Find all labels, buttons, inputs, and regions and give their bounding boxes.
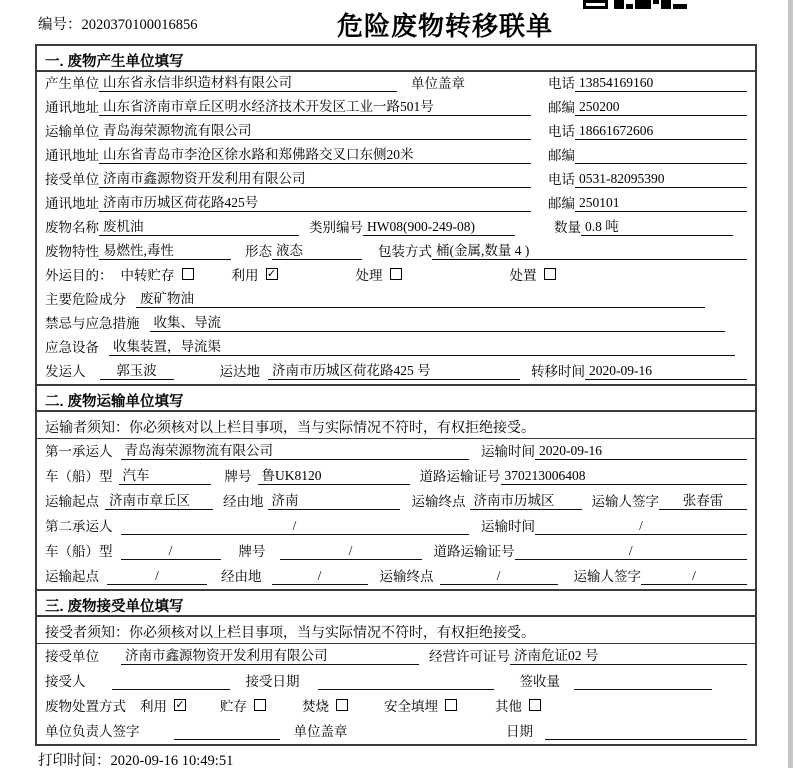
- via1-label: 经由地: [223, 494, 264, 509]
- accept-unit-label: 接受单位: [45, 649, 99, 664]
- producer-phone-label: 电话: [548, 76, 575, 91]
- row-waste-name: [37, 216, 755, 240]
- transport-zip-value: [575, 163, 747, 164]
- receiver-unit-label: 接受单位: [45, 172, 99, 187]
- carrier2-label: 第二承运人: [45, 519, 113, 534]
- disposal-option-use: [140, 695, 186, 715]
- origin1-label: 运输起点: [45, 494, 99, 509]
- unit-seal-label: 单位盖章: [411, 76, 465, 91]
- transport-time1-label: 运输时间: [481, 444, 535, 459]
- page-title: 危险废物转移联单: [336, 12, 554, 41]
- waste-name-label: 废物名称: [45, 220, 99, 235]
- emergency-measures-label: 禁忌与应急措施: [45, 316, 140, 331]
- row-carrier2: [37, 514, 755, 539]
- section-transporter: [37, 384, 755, 589]
- receiver-phone-label: 电话: [548, 172, 575, 187]
- qr-module: [614, 0, 624, 9]
- qr-module: [673, 4, 687, 9]
- hazard-component-label: 主要危险成分: [45, 292, 126, 307]
- checkbox-checked-icon: ✓: [266, 267, 277, 280]
- responsible-sign-value: [174, 739, 280, 740]
- receiver-address-label: 通讯地址: [45, 196, 99, 211]
- print-time: [38, 749, 233, 768]
- receiver-address-value: 济南市历城区荷花路425号: [99, 191, 531, 212]
- row-disposal-method: [37, 694, 755, 719]
- emergency-equipment-label: 应急设备: [45, 340, 99, 355]
- via2-label: 经由地: [221, 569, 262, 584]
- plate2-label: 牌号: [238, 544, 266, 559]
- purpose-option-dispose: [510, 264, 556, 284]
- responsible-sign-label: 单位负责人签字: [45, 724, 140, 739]
- section-producer-header: 一. 废物产生单位填写: [37, 46, 755, 72]
- road-permit2-value: /: [515, 543, 748, 560]
- receiver-notice: 接受者须知：你必须核对以上栏目事项，当与实际情况不符时，有权拒绝接受。: [37, 617, 755, 644]
- waste-name-value: 废机油: [99, 215, 299, 236]
- transport-unit-value: 青岛海荣源物流有限公司: [99, 119, 531, 140]
- row-emergency-measures: [37, 312, 755, 336]
- carrier1-value: 青岛海荣源物流有限公司: [121, 439, 469, 460]
- section-transporter-header: 二. 废物运输单位填写: [37, 386, 755, 412]
- row-transfer-purpose: [37, 264, 755, 288]
- row-receiver-address: [37, 192, 755, 216]
- page-edge-line: [788, 0, 793, 768]
- vehicle2-type-value: /: [121, 543, 221, 560]
- transfer-date-value: 2020-09-16: [585, 363, 747, 380]
- waste-qty-label: 数量: [554, 220, 581, 235]
- date-label: 日期: [506, 724, 533, 739]
- row-route2: [37, 564, 755, 589]
- transport-address-value: 山东省青岛市李沧区徐水路和郑佛路交叉口东侧20米: [99, 143, 531, 164]
- row-vehicle2: [37, 539, 755, 564]
- section-producer: [37, 46, 755, 384]
- accept-person-label: 接受人: [45, 674, 86, 689]
- transport-time2-label: 运输时间: [481, 519, 535, 534]
- plate1-label: 牌号: [224, 469, 252, 484]
- purpose-option-storage-label: 中转贮存: [120, 268, 175, 283]
- consignor-value: 郭玉波: [100, 359, 174, 380]
- via2-value: /: [272, 568, 368, 585]
- receiver-phone-value: 0531-82095390: [575, 171, 747, 188]
- consignor-label: 发运人: [45, 364, 86, 379]
- dest2-value: /: [440, 568, 558, 585]
- transport-time1-value: 2020-09-16: [535, 443, 747, 460]
- plate1-value: 鲁UK8120: [258, 464, 410, 485]
- disposal-option-incinerate: [302, 695, 348, 715]
- manifest-table: [35, 44, 757, 746]
- transport-address-label: 通讯地址: [45, 148, 99, 163]
- packing-value: 桶(金属,数量 4 ): [432, 239, 747, 260]
- license-label: 经营许可证号: [429, 649, 510, 664]
- receiver-zip-value: 250101: [575, 195, 747, 212]
- qr-code-icon: [583, 0, 687, 9]
- qr-module: [626, 4, 633, 9]
- disposal-option-other: [495, 695, 541, 715]
- dest2-label: 运输终点: [379, 569, 434, 584]
- origin2-value: /: [107, 568, 207, 585]
- road-permit1-label: 道路运输证号: [419, 469, 501, 484]
- purpose-option-treat: [356, 264, 402, 284]
- transport-zip-label: 邮编: [548, 148, 575, 163]
- hazard-component-value: 废矿物油: [136, 287, 705, 308]
- dest1-value: 济南市历城区: [470, 489, 582, 510]
- checkbox-checked-icon: ✓: [175, 698, 185, 711]
- qr-module: [661, 0, 671, 9]
- road-permit1-value: 370213006408: [501, 468, 748, 485]
- packing-label: 包装方式: [378, 244, 432, 259]
- row-waste-character: [37, 240, 755, 264]
- producer-address-label: 通讯地址: [45, 100, 99, 115]
- row-emergency-equipment: [37, 336, 755, 360]
- emergency-equipment-value: 收集装置，导流渠: [109, 335, 735, 356]
- transport-unit-label: 运输单位: [45, 124, 99, 139]
- vehicle2-type-label: 车（船）型: [45, 544, 113, 559]
- carrier-sign2-label: 运输人签字: [573, 569, 641, 584]
- qr-module: [583, 0, 608, 9]
- row-accept-unit: [37, 644, 755, 669]
- vehicle1-type-label: 车（船）型: [45, 469, 113, 484]
- waste-category-label: 类别编号: [309, 220, 363, 235]
- purpose-option-treat-label: 处理: [355, 268, 383, 283]
- row-receiver-unit: [37, 168, 755, 192]
- destination-label: 运达地: [219, 364, 260, 379]
- purpose-option-use-label: 利用: [231, 268, 259, 283]
- purpose-option-dispose-label: 处置: [509, 268, 537, 283]
- receipt-qty-label: 签收量: [519, 674, 560, 689]
- dest1-label: 运输终点: [411, 494, 466, 509]
- section-receiver-header: 三. 废物接受单位填写: [37, 591, 755, 617]
- producer-zip-value: 250200: [575, 99, 747, 116]
- plate2-value: /: [280, 543, 422, 560]
- waste-qty-value: 0.8 吨: [581, 215, 733, 236]
- transport-time2-value: /: [535, 518, 747, 535]
- unit-seal2-label: 单位盖章: [293, 724, 348, 739]
- disposal-option-storage: [220, 695, 266, 715]
- destination-value: 济南市历城区荷花路425 号: [268, 359, 520, 380]
- origin1-value: 济南市章丘区: [105, 489, 213, 510]
- row-transport-address: [37, 144, 755, 168]
- row-responsible-sign: [37, 719, 755, 744]
- disposal-option-other-label: 其他: [495, 699, 522, 714]
- qr-module: [635, 0, 651, 9]
- transporter-notice: 运输者须知：你必须核对以上栏目事项，当与实际情况不符时，有权拒绝接受。: [37, 412, 755, 439]
- row-accept-person: [37, 669, 755, 694]
- checkbox-unchecked-icon: [182, 268, 194, 280]
- disposal-option-incinerate-label: 焚烧: [302, 699, 329, 714]
- checkbox-unchecked-icon: [544, 268, 556, 280]
- qr-module: [653, 0, 659, 4]
- receipt-qty-value: [574, 689, 712, 690]
- disposal-option-landfill-label: 安全填埋: [384, 699, 438, 714]
- waste-form-label: 形态: [245, 244, 272, 259]
- accept-unit-value: 济南市鑫源物资开发利用有限公司: [121, 644, 419, 665]
- row-route1: [37, 489, 755, 514]
- disposal-option-storage-label: 贮存: [220, 699, 247, 714]
- print-time-value: 2020-09-16 10:49:51: [110, 753, 234, 768]
- checkbox-unchecked-icon: [529, 699, 541, 711]
- road-permit2-label: 道路运输证号: [433, 544, 515, 559]
- producer-unit-value: 山东省永信非织造材料有限公司: [99, 71, 397, 92]
- accept-person-value: [112, 689, 230, 690]
- receiver-zip-label: 邮编: [548, 196, 575, 211]
- carrier-sign2-value: /: [641, 568, 747, 585]
- purpose-option-storage: [121, 264, 194, 284]
- checkbox-unchecked-icon: [390, 268, 402, 280]
- vehicle1-type-value: 汽车: [119, 464, 211, 485]
- carrier1-label: 第一承运人: [45, 444, 113, 459]
- print-time-label: 打印时间：: [38, 753, 111, 768]
- carrier-sign1-label: 运输人签字: [591, 494, 659, 509]
- waste-form-value: 液态: [272, 239, 362, 260]
- section-receiver: [37, 589, 755, 744]
- origin2-label: 运输起点: [45, 569, 99, 584]
- row-vehicle1: [37, 464, 755, 489]
- disposal-option-landfill: [384, 695, 457, 715]
- doc-number-label: 编号：: [38, 17, 82, 33]
- producer-phone-value: 13854169160: [575, 75, 747, 92]
- emergency-measures-value: 收集、导流: [150, 311, 726, 332]
- date-value: [545, 739, 747, 740]
- checkbox-unchecked-icon: [445, 699, 457, 711]
- doc-number: [38, 13, 198, 34]
- producer-unit-label: 产生单位: [45, 76, 99, 91]
- transport-phone-value: 18661672606: [575, 123, 747, 140]
- purpose-option-use: [232, 264, 278, 284]
- transfer-purpose-label: 外运目的：: [45, 268, 113, 283]
- producer-zip-label: 邮编: [548, 100, 575, 115]
- transport-phone-label: 电话: [548, 124, 575, 139]
- via1-value: 济南: [268, 489, 400, 510]
- row-hazard-component: [37, 288, 755, 312]
- accept-date-label: 接受日期: [245, 674, 300, 689]
- transfer-date-label: 转移时间: [531, 364, 585, 379]
- row-consignor: [37, 360, 755, 384]
- checkbox-unchecked-icon: [336, 699, 348, 711]
- carrier-sign1-value: 张春雷: [659, 489, 747, 510]
- license-value: 济南危证02 号: [510, 644, 747, 665]
- disposal-method-label: 废物处置方式: [45, 699, 126, 714]
- carrier2-value: /: [121, 518, 469, 535]
- producer-address-value: 山东省济南市章丘区明水经济技术开发区工业一路501号: [99, 95, 531, 116]
- doc-number-value: 2020370100016856: [81, 17, 198, 33]
- receiver-unit-value: 济南市鑫源物资开发利用有限公司: [99, 167, 531, 188]
- row-producer-address: [37, 96, 755, 120]
- waste-character-value: 易燃性,毒性: [99, 239, 231, 260]
- row-transport-unit: [37, 120, 755, 144]
- waste-character-label: 废物特性: [45, 244, 99, 259]
- row-carrier1: [37, 439, 755, 464]
- disposal-option-use-label: 利用: [140, 699, 167, 714]
- waste-category-value: HW08(900-249-08): [363, 219, 515, 236]
- row-producer-unit: [37, 72, 755, 96]
- accept-date-value: [318, 689, 494, 690]
- checkbox-unchecked-icon: [254, 699, 266, 711]
